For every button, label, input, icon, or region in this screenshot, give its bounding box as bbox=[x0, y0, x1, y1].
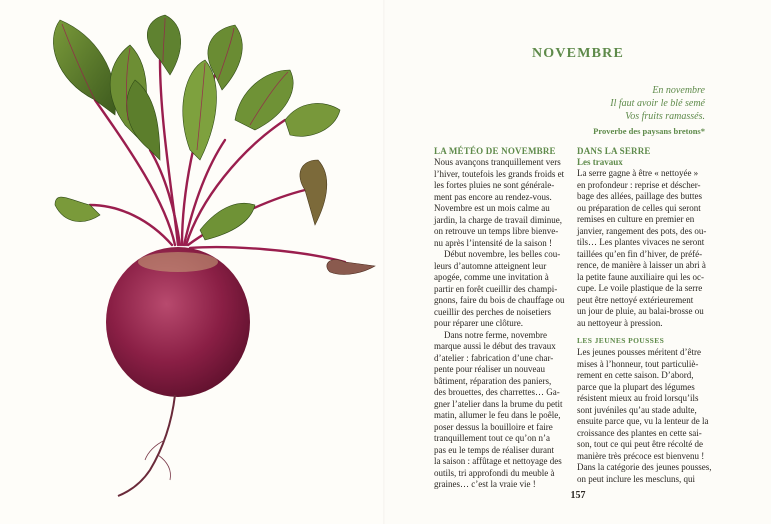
text-line: ensuite parce que, vu la lenteur de la bbox=[577, 416, 709, 426]
text-line: marque aussi le début des travaux bbox=[434, 341, 556, 351]
taproot bbox=[118, 395, 175, 496]
text-line: apogée, comme une invitation à bbox=[434, 272, 549, 282]
epigraph bbox=[610, 84, 705, 123]
text-line: d’atelier : fabrication d’une char- bbox=[434, 352, 554, 363]
text-line: tranquillement tout ce qu’on n’a bbox=[434, 433, 550, 443]
epigraph-line: Il faut avoir le blé semé bbox=[610, 98, 705, 109]
leaves bbox=[53, 15, 375, 274]
text-line: Dans la catégorie des jeunes pousses, bbox=[577, 462, 712, 472]
text-line: janvier, rangement des pots, des ou- bbox=[577, 225, 707, 236]
text-line: mises à l’honneur, tout particuliè- bbox=[577, 358, 699, 369]
month-title: NOVEMBRE bbox=[531, 46, 625, 61]
text-line: des brouettes, des charrettes… Ga- bbox=[434, 387, 560, 397]
body-text bbox=[577, 168, 705, 329]
text-line: cueillir des perches de noisetiers bbox=[434, 306, 551, 317]
text-line: nu après l’intensité de la saison ! bbox=[434, 237, 552, 248]
text-line: pas eu le temps de réaliser durant bbox=[434, 444, 554, 455]
text-line: leurs d’automne atteignent leur bbox=[434, 260, 547, 271]
text-line: au nettoyeur à pression. bbox=[577, 317, 663, 328]
column-serre bbox=[577, 146, 712, 485]
text-line: croissance des plantes en cette sai- bbox=[577, 427, 702, 438]
text-line: on peut inclure les mescluns, qui bbox=[577, 473, 695, 484]
text-line: bage des allées, paillage des buttes bbox=[577, 191, 702, 201]
text-line: les fortes pluies ne sont générale- bbox=[434, 180, 555, 190]
text-line: partir en forêt cueillir des champi- bbox=[434, 283, 558, 294]
text-line: Novembre est un mois calme au bbox=[434, 203, 550, 213]
section-small-heading: LES JEUNES POUSSES bbox=[577, 336, 665, 345]
text-line: taillées qu’en fin d’hiver, de préfé- bbox=[577, 248, 703, 259]
text-line: matin, allumer le feu dans le poêle, bbox=[434, 410, 561, 420]
text-line: rement en cette saison. D’abord, bbox=[577, 370, 694, 380]
text-line: tils… Les plantes vivaces ne seront bbox=[577, 237, 705, 247]
text-line: Dans notre ferme, novembre bbox=[444, 329, 547, 340]
section-heading: LA MÉTÉO DE NOVEMBRE bbox=[434, 146, 556, 156]
text-line: la petite faune auxiliaire qui les oc- bbox=[577, 271, 704, 282]
text-line: graines… c’est la vraie vie ! bbox=[434, 479, 536, 489]
text-line: en profondeur : reprise et déscher- bbox=[577, 179, 701, 190]
text-line: cupe. Le voile plastique de la serre bbox=[577, 283, 703, 293]
epigraph-line: Vos fruits ramassés. bbox=[625, 111, 705, 122]
column-meteo bbox=[434, 146, 565, 491]
text-line: la saison : affûtage et nettoyage des bbox=[434, 456, 562, 466]
text-line: un jour de pluie, au balai-brosse ou bbox=[577, 306, 704, 316]
text-line: on retrouve un temps libre bienve- bbox=[434, 226, 559, 236]
text-line: son, tout ce qui peut être récolté de bbox=[577, 439, 703, 449]
text-line: rence, de manière à laisser un abri à bbox=[577, 260, 706, 270]
text-line: l’hiver, toutefois les grands froids et bbox=[434, 168, 565, 179]
beetroot-illustration bbox=[0, 0, 385, 524]
text-line: outils, tri approfondi du meuble à bbox=[434, 467, 555, 478]
text-line: parce que la plupart des légumes bbox=[577, 381, 695, 392]
left-page bbox=[0, 0, 385, 524]
text-line: Nous avançons tranquillement vers bbox=[434, 157, 561, 167]
text-line: remises en culture en premier en bbox=[577, 214, 695, 224]
text-line: pente pour réaliser un nouveau bbox=[434, 364, 545, 374]
section-subheading: Les travaux bbox=[577, 157, 623, 167]
text-line: ou préparation de celles qui seront bbox=[577, 202, 701, 213]
text-line: gner l’atelier dans la brume du petit bbox=[434, 398, 563, 409]
epigraph-line: En novembre bbox=[652, 85, 705, 96]
text-line: gnons, faire du bois de chauffage ou bbox=[434, 295, 565, 305]
epigraph-source: Proverbe des paysans bretons* bbox=[593, 126, 705, 136]
body-text bbox=[577, 347, 712, 485]
text-line: bâtiment, réparation des paniers, bbox=[434, 375, 552, 386]
text-line: manière très précoce est bienvenu ! bbox=[577, 450, 705, 461]
body-text bbox=[434, 157, 565, 491]
section-heading: DANS LA SERRE bbox=[577, 146, 651, 156]
text-line: jardin, la charge de travail diminue, bbox=[434, 214, 563, 225]
text-line: Les jeunes pousses méritent d’être bbox=[577, 347, 701, 357]
text-line: sont juvéniles qu’au stade adulte, bbox=[577, 404, 697, 415]
text-line: Début novembre, les belles cou- bbox=[444, 249, 561, 259]
text-line: résistent mieux au froid lorsqu’ils bbox=[577, 393, 699, 403]
text-line: poser dessus la bouilloire et faire bbox=[434, 421, 553, 432]
text-line: La serre gagne à être « nettoyée » bbox=[577, 168, 699, 178]
text-line: pour réparer une clôture. bbox=[434, 318, 523, 328]
text-line: ment pas encore au rendez-vous. bbox=[434, 191, 552, 202]
text-line: peut être nettoyé extérieurement bbox=[577, 294, 694, 305]
page-number: 157 bbox=[570, 490, 586, 501]
